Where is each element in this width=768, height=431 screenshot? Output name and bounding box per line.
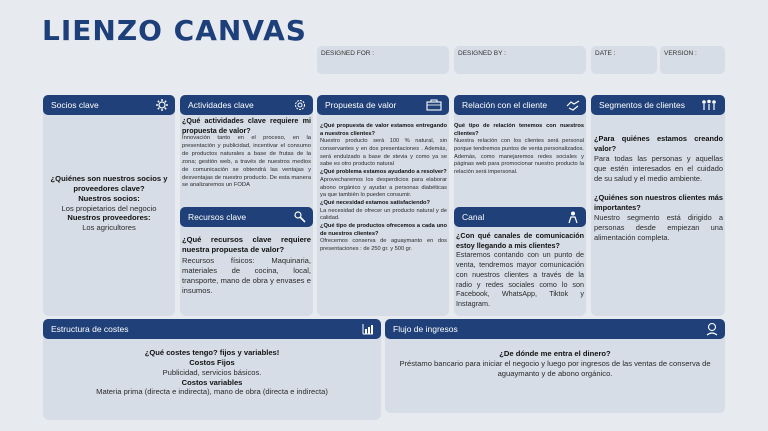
socios-value: Los propietarios del negocio — [61, 203, 157, 213]
relacion-cliente-header — [454, 95, 586, 115]
chart-icon — [361, 322, 375, 336]
gear-icon — [155, 98, 169, 112]
actividades-question: ¿Qué actividades clave requiere mi propuesta de valor? — [182, 116, 311, 135]
propuesta-valor-title: Propuesta de valor — [325, 100, 397, 110]
estructura-costes-title: Estructura de costes — [51, 324, 129, 334]
tools-icon — [293, 210, 307, 224]
socios-clave-content — [47, 174, 171, 233]
recursos-clave-content — [182, 235, 311, 297]
canal-header — [454, 207, 586, 227]
actividades-clave-content — [182, 116, 311, 190]
estructura-costes-header — [43, 319, 381, 339]
canal-content — [456, 231, 584, 309]
relacion-question: Qué tipo de relación tenemos con nuestros clientes? — [454, 123, 584, 137]
propuesta-q2: ¿Qué problema estamos ayudando a resolver? — [320, 169, 447, 176]
propuesta-valor-header — [317, 95, 449, 115]
propuesta-q4: ¿Qué tipo de productos ofrecemos a cada uno de nuestros clientes? — [320, 222, 447, 237]
socios-question: ¿Quiénes son nuestros socios y proveedores clave? — [50, 174, 168, 193]
proveedores-value: Los agricultores — [82, 223, 136, 233]
costes-variables-value: Materia prima (directa e indirecta), mano de obra (directa e indirecta) — [96, 387, 328, 397]
actividades-clave-header — [180, 95, 313, 115]
segmentos-q2: ¿Quiénes son nuestros clientes más importantes? — [594, 192, 723, 212]
propuesta-b4: Ofrecemos conserva de aguaymanto en dos presentaciones : de 250 gr. y 500 gr. — [320, 238, 447, 252]
canal-title: Canal — [462, 212, 485, 222]
recursos-body: Recursos físicos: Maquinaria, materiales de cocina, local, transporte, mano de obra y envases e insumos. — [182, 255, 311, 296]
designed-by-label: DESIGNED BY : — [458, 50, 506, 57]
propuesta-b3: La necesidad de ofrecer un producto natural y de calidad. — [320, 207, 447, 222]
propuesta-b1: Nuestro producto será 100 % natural, sin conservantes y en dos presentaciones . Además, será endulzado a base de stevia y como ya se sabe es otro producto natural — [320, 138, 447, 168]
relacion-cliente-content — [454, 123, 584, 177]
canal-body: Estaremos contando con un punto de venta, tendremos mayor comunicación con nuestros clientes a través de la radio y redes sociales como lo son Facebook, WhatsApp, Tiktok y Instagram. — [456, 250, 584, 309]
canal-question: ¿Con qué canales de comunicación estoy llegando a mis clientes? — [456, 231, 584, 250]
person-icon — [566, 210, 580, 224]
people-icon — [699, 98, 719, 112]
version-label: VERSION : — [664, 50, 697, 57]
date-label: DATE : — [595, 50, 616, 57]
proveedores-label: Nuestros proveedores: — [67, 213, 151, 223]
costes-variables-label: Costos variables — [181, 377, 243, 387]
estructura-costes-content — [47, 348, 377, 397]
segmentos-clientes-title: Segmentos de clientes — [599, 100, 685, 110]
designed-for-label: DESIGNED FOR : — [321, 50, 375, 57]
date-field[interactable] — [591, 46, 657, 74]
actividades-clave-title: Actividades clave — [188, 100, 254, 110]
ingresos-body: Préstamo bancario para iniciar el negocio y luego por ingresos de las ventas de conserva de aguaymanto y de abono orgánico. — [399, 358, 711, 378]
relacion-body: Nuestra relación con los clientes será personal porque tendremos puntos de venta personalizados. Además, como manejaremos redes sociales y páginas web para promocionar nuestro producto la relación será impersonal. — [454, 138, 584, 176]
segmentos-clientes-content — [594, 134, 723, 243]
recursos-question: ¿Qué recursos clave requiere nuestra propuesta de valor? — [182, 235, 311, 255]
designed-by-field[interactable] — [454, 46, 586, 74]
recursos-clave-title: Recursos clave — [188, 212, 247, 222]
version-field[interactable] — [660, 46, 725, 74]
designed-for-field[interactable] — [317, 46, 449, 74]
propuesta-q1: ¿Qué propuesta de valor estamos entregando a nuestros clientes? — [320, 123, 447, 137]
ingresos-question: ¿De dónde me entra el dinero? — [499, 349, 611, 358]
segmentos-b2: Nuestro segmento está dirigido a personas desde empiezan una alimentación completa. — [594, 212, 723, 242]
propuesta-valor-content — [320, 123, 447, 254]
money-icon — [705, 322, 719, 336]
relacion-cliente-title: Relación con el cliente — [462, 100, 548, 110]
recursos-clave-header — [180, 207, 313, 227]
flujo-ingresos-content — [395, 349, 715, 379]
costes-question: ¿Qué costes tengo? fijos y variables! — [144, 348, 280, 357]
flujo-ingresos-title: Flujo de ingresos — [393, 324, 458, 334]
segmentos-clientes-header — [591, 95, 725, 115]
page-title: LIENZO CANVAS — [42, 14, 307, 47]
propuesta-q3: ¿Qué necesidad estamos satisfaciendo? — [320, 199, 430, 206]
socios-clave-header — [43, 95, 175, 115]
costes-fijos-value: Publicidad, servicios básicos. — [162, 367, 262, 377]
segmentos-b1: Para todas las personas y aquellas que estén interesados en el cuidado de su salud y el medio ambiente. — [594, 153, 723, 183]
socios-label: Nuestros socios: — [78, 193, 140, 203]
gear-icon — [293, 98, 307, 112]
costes-fijos-label: Costos Fijos — [189, 357, 235, 367]
actividades-body: Innovación tanto en el proceso, en la presentación y publicidad, incentivar el consumo de productos naturales a base de frutas de la zona; gestión web, a través de nuestros medios de comunicación se obtendrá las ventajas y desventajas de nuestro producto. De esta manera se analizaremos un FODA — [182, 135, 311, 189]
briefcase-icon — [425, 98, 443, 112]
segmentos-q1: ¿Para quiénes estamos creando valor? — [594, 134, 723, 153]
flujo-ingresos-header — [385, 319, 725, 339]
handshake-icon — [566, 98, 580, 112]
propuesta-b2: Aprovecharemos los desperdicios para elaborar abono orgánico y ayudar a personas diabéticas ya que también lo pueden consumir. — [320, 176, 447, 199]
socios-clave-title: Socios clave — [51, 100, 99, 110]
